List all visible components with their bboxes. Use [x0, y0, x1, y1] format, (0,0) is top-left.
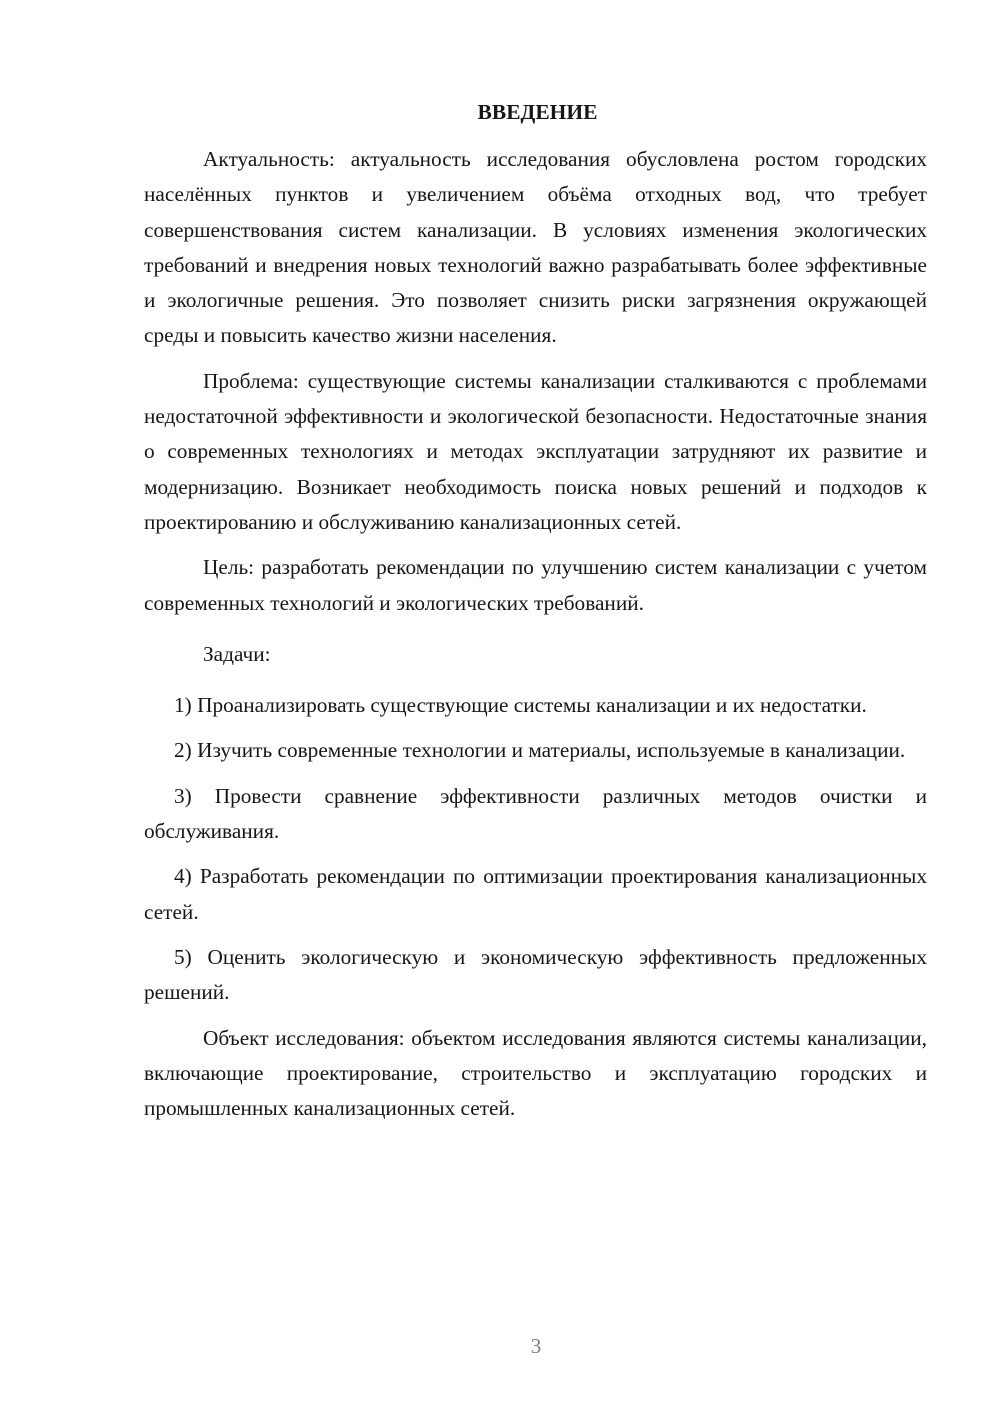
task-item: 2) Изучить современные технологии и материалы, используемые в канализации. — [174, 738, 906, 763]
task-item: 4) Разработать рекомендации по оптимизации проектирования канализационных сетей. — [144, 864, 927, 924]
paragraph-problem: Проблема: существующие системы канализации сталкиваются с проблемами недостаточной эффективности и экологической безопасности. Недостаточные знания о современных технологиях и методах эксплуатации затрудняют их развитие и модернизацию. Возникает необходимость поиска новых решений и подходов к проектированию и обслуживанию канализационных сетей. — [144, 368, 927, 534]
page-content — [144, 94, 927, 1136]
task-item: 1) Проанализировать существующие системы канализации и их недостатки. — [174, 693, 867, 718]
section-title: ВВЕДЕНИЕ — [477, 100, 598, 124]
tasks-heading: Задачи: — [203, 641, 271, 666]
page-number: 3 — [530, 1334, 542, 1358]
task-item: 5) Оценить экологическую и экономическую эффективность предложенных решений. — [144, 944, 927, 1005]
paragraph-relevance: Актуальность: актуальность исследования обусловлена ростом городских населённых пунктов и увеличением объёма отходных вод, что требует совершенствования систем канализации. В условиях изменения экологических требований и внедрения новых технологий важно разрабатывать более эффективные и экологичные решения. Это позволяет снизить риски загрязнения окружающей среды и повысить качество жизни населения. — [144, 147, 927, 348]
task-item: 3) Провести сравнение эффективности различных методов очистки и обслуживания. — [144, 783, 927, 844]
paragraph-goal: Цель: разработать рекомендации по улучшению систем канализации с учетом современных технологий и экологических требований. — [144, 555, 927, 615]
paragraph-object: Объект исследования: объектом исследования являются системы канализации, включающие проектирование, строительство и эксплуатацию городских и промышленных канализационных сетей. — [144, 1025, 927, 1121]
